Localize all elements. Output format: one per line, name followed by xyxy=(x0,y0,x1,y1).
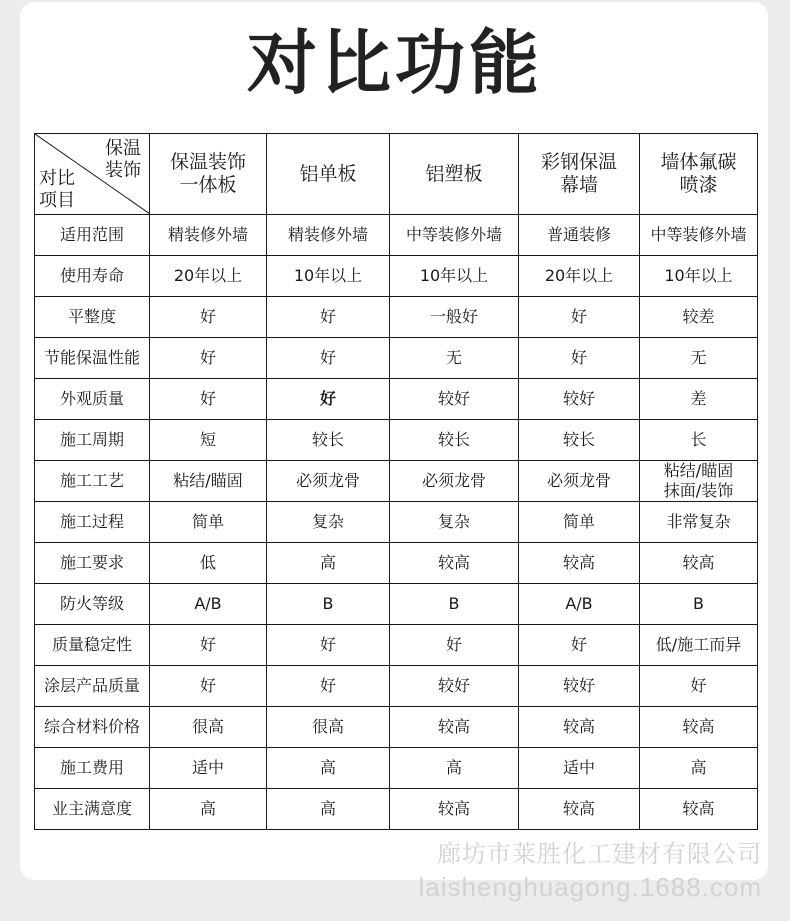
table-cell: 10年以上 xyxy=(390,256,519,297)
table-cell: 好 xyxy=(267,338,390,379)
table-cell: B xyxy=(390,584,519,625)
table-cell: 很高 xyxy=(150,707,267,748)
corner-product-label: 保温 装饰 xyxy=(105,138,141,181)
table-cell: 好 xyxy=(390,625,519,666)
row-label: 质量稳定性 xyxy=(35,625,150,666)
table-cell: 较长 xyxy=(390,420,519,461)
row-label: 施工过程 xyxy=(35,502,150,543)
row-label: 综合材料价格 xyxy=(35,707,150,748)
table-cell: 好 xyxy=(150,297,267,338)
table-row xyxy=(35,502,758,543)
table-cell: 高 xyxy=(267,789,390,830)
row-label: 适用范围 xyxy=(35,215,150,256)
table-cell: 好 xyxy=(267,666,390,707)
table-body xyxy=(35,215,758,830)
table-cell: 较高 xyxy=(640,543,758,584)
table-cell: 高 xyxy=(150,789,267,830)
table-row xyxy=(35,379,758,420)
row-label: 施工费用 xyxy=(35,748,150,789)
table-row xyxy=(35,625,758,666)
row-label: 防火等级 xyxy=(35,584,150,625)
table-cell: 较好 xyxy=(390,379,519,420)
table-cell: 一般好 xyxy=(390,297,519,338)
table-cell: 高 xyxy=(390,748,519,789)
table-cell xyxy=(640,461,758,502)
row-label: 节能保温性能 xyxy=(35,338,150,379)
table-cell: B xyxy=(640,584,758,625)
table-cell: 好 xyxy=(640,666,758,707)
table-cell: B xyxy=(267,584,390,625)
table-cell: 好 xyxy=(519,625,640,666)
table-cell: 好 xyxy=(519,338,640,379)
table-cell: 好 xyxy=(267,379,390,420)
table-cell: 好 xyxy=(150,666,267,707)
table-cell: 20年以上 xyxy=(519,256,640,297)
table-cell: 无 xyxy=(390,338,519,379)
table-cell: 好 xyxy=(267,297,390,338)
table-cell: 简单 xyxy=(150,502,267,543)
table-cell: 好 xyxy=(150,625,267,666)
table-cell: 中等装修外墙 xyxy=(640,215,758,256)
table-cell: 好 xyxy=(519,297,640,338)
table-cell: 适中 xyxy=(150,748,267,789)
table-cell: 好 xyxy=(150,338,267,379)
table-cell: 精装修外墙 xyxy=(150,215,267,256)
column-header: 彩钢保温 幕墙 xyxy=(519,134,640,215)
table-cell: 较好 xyxy=(390,666,519,707)
column-header: 铝塑板 xyxy=(390,134,519,215)
corner-header-cell xyxy=(35,134,150,215)
table-cell: 高 xyxy=(640,748,758,789)
table-cell: 普通装修 xyxy=(519,215,640,256)
table-cell: 较高 xyxy=(390,543,519,584)
table-cell: 较高 xyxy=(519,789,640,830)
column-header: 墙体氟碳 喷漆 xyxy=(640,134,758,215)
table-row xyxy=(35,748,758,789)
row-label: 施工周期 xyxy=(35,420,150,461)
row-label: 施工工艺 xyxy=(35,461,150,502)
table-cell: 较长 xyxy=(519,420,640,461)
row-label: 平整度 xyxy=(35,297,150,338)
table-header-row xyxy=(35,134,758,215)
table-cell: 较差 xyxy=(640,297,758,338)
table-cell: 低 xyxy=(150,543,267,584)
corner-item-label: 对比 项目 xyxy=(39,168,75,211)
table-cell: 10年以上 xyxy=(267,256,390,297)
table-cell: 中等装修外墙 xyxy=(390,215,519,256)
table-cell: 差 xyxy=(640,379,758,420)
table-row xyxy=(35,584,758,625)
table-cell: 必须龙骨 xyxy=(390,461,519,502)
table-cell: 粘结/瞄固 xyxy=(150,461,267,502)
cell-line: 抹面/装饰 xyxy=(663,481,734,500)
table-row xyxy=(35,707,758,748)
table-cell: 无 xyxy=(640,338,758,379)
table-cell: A/B xyxy=(519,584,640,625)
row-label: 使用寿命 xyxy=(35,256,150,297)
column-header: 铝单板 xyxy=(267,134,390,215)
company-watermark: 廊坊市莱胜化工建材有限公司 xyxy=(437,841,762,868)
row-label: 外观质量 xyxy=(35,379,150,420)
table-row xyxy=(35,338,758,379)
table-cell: 高 xyxy=(267,748,390,789)
table-cell: 必须龙骨 xyxy=(267,461,390,502)
table-cell: 高 xyxy=(267,543,390,584)
table-cell: 简单 xyxy=(519,502,640,543)
table-cell: 较高 xyxy=(519,707,640,748)
table-cell: A/B xyxy=(150,584,267,625)
table-cell: 较高 xyxy=(519,543,640,584)
table-cell: 复杂 xyxy=(390,502,519,543)
column-header: 保温装饰 一体板 xyxy=(150,134,267,215)
row-label: 涂层产品质量 xyxy=(35,666,150,707)
table-cell: 适中 xyxy=(519,748,640,789)
table-cell: 必须龙骨 xyxy=(519,461,640,502)
table-cell: 复杂 xyxy=(267,502,390,543)
table-row xyxy=(35,789,758,830)
table-cell: 非常复杂 xyxy=(640,502,758,543)
table-row xyxy=(35,256,758,297)
table-cell: 20年以上 xyxy=(150,256,267,297)
table-row xyxy=(35,297,758,338)
table-cell: 很高 xyxy=(267,707,390,748)
table-row xyxy=(35,543,758,584)
comparison-table xyxy=(34,133,758,830)
table-row xyxy=(35,420,758,461)
table-cell: 好 xyxy=(267,625,390,666)
table-cell: 精装修外墙 xyxy=(267,215,390,256)
table-cell: 好 xyxy=(150,379,267,420)
table-cell: 低/施工而异 xyxy=(640,625,758,666)
page-title: 对比功能 xyxy=(247,22,543,104)
table-cell: 长 xyxy=(640,420,758,461)
table-cell: 较好 xyxy=(519,379,640,420)
table-row xyxy=(35,215,758,256)
row-label: 业主满意度 xyxy=(35,789,150,830)
table-cell: 较高 xyxy=(640,707,758,748)
table-cell: 较高 xyxy=(390,789,519,830)
table-cell: 较好 xyxy=(519,666,640,707)
table-cell: 10年以上 xyxy=(640,256,758,297)
table-cell: 较高 xyxy=(390,707,519,748)
table-cell: 较长 xyxy=(267,420,390,461)
url-watermark: laishenghuagong.1688.com xyxy=(418,872,762,902)
table-cell: 短 xyxy=(150,420,267,461)
table-row xyxy=(35,666,758,707)
row-label: 施工要求 xyxy=(35,543,150,584)
table-cell: 较高 xyxy=(640,789,758,830)
cell-line: 粘结/瞄固 xyxy=(663,461,734,480)
table-row xyxy=(35,461,758,502)
